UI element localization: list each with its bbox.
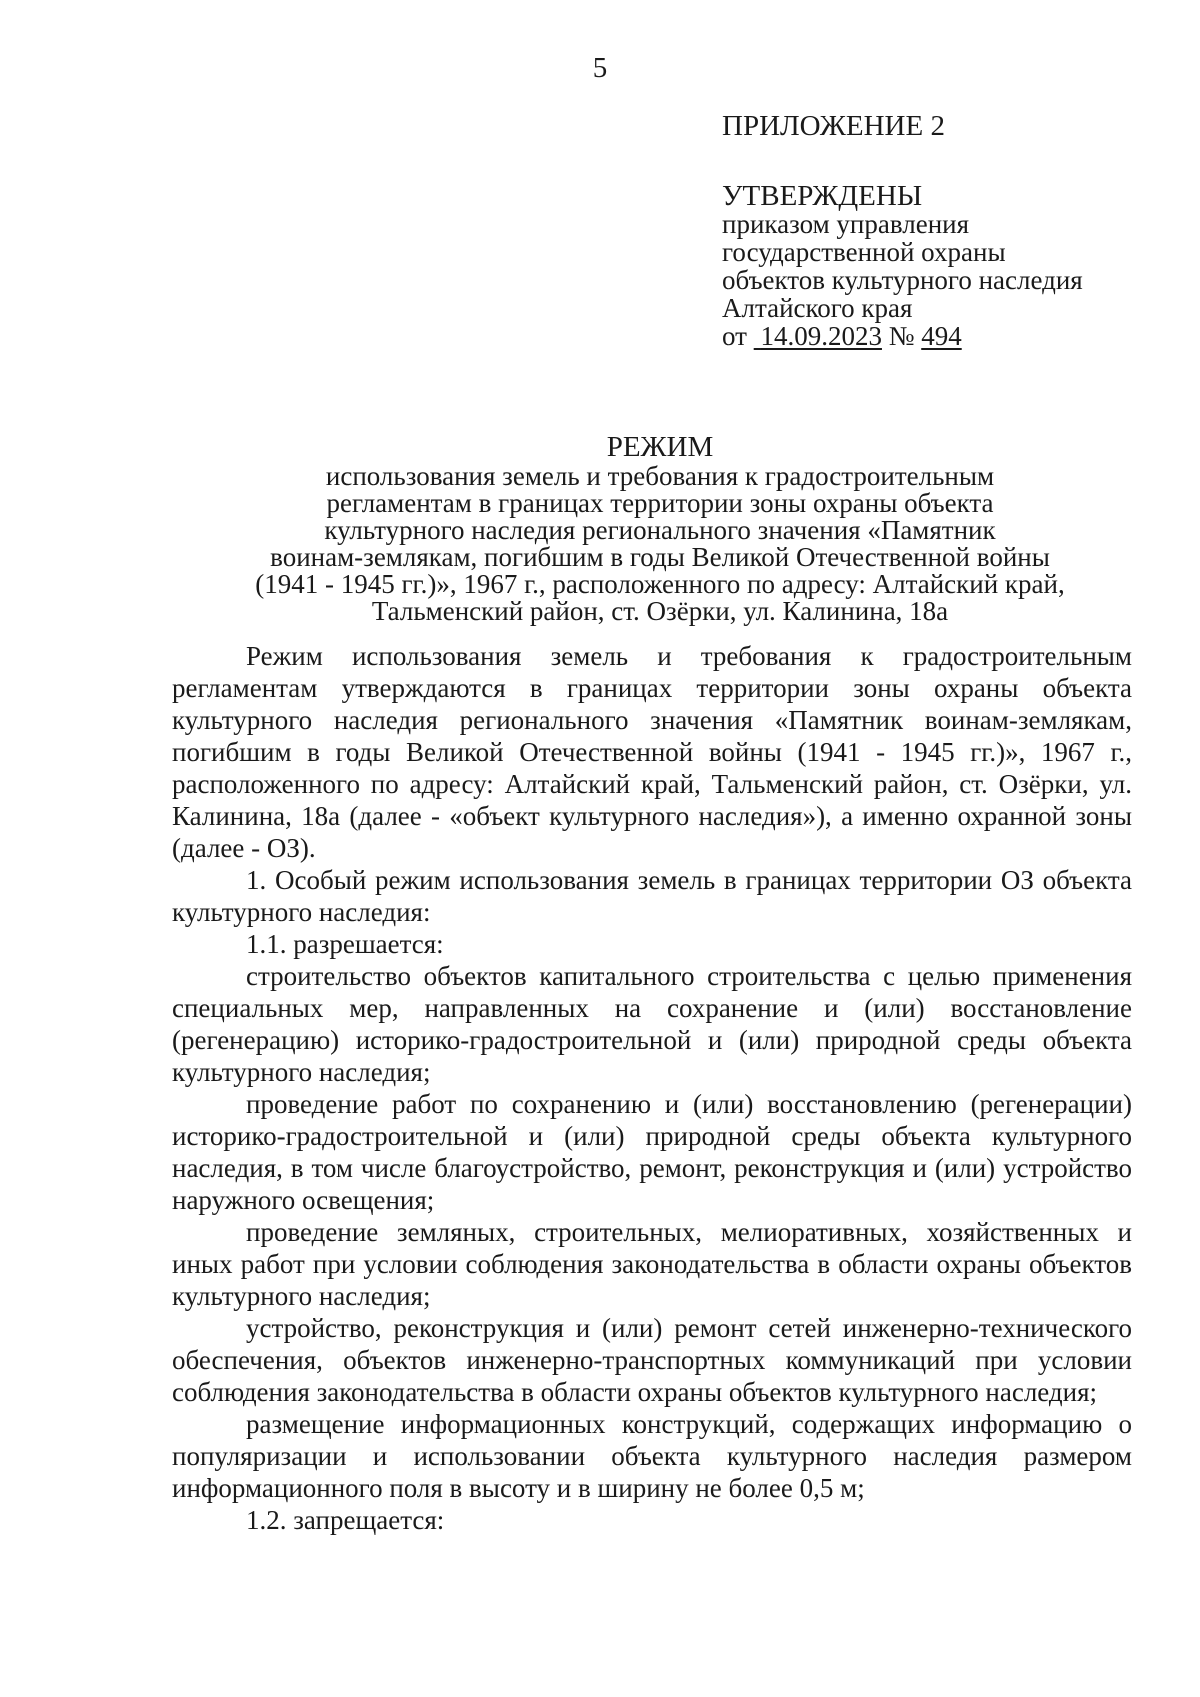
paragraph: Режим использования земель и требования к градостроительным регламентам утверждаются в границах территории зоны охраны объекта культурного наследия регионального значения «Памятник воинам-землякам, погибшим в годы Великой Отечественной войны (1941 - 1945 гг.)», 1967 г., расположенного по адресу: Алтайский край, Тальменский район, ст. Озёрки, ул. Калинина, 18а (далее - «объект культурного наследия»), а именно охранной зоны (далее - ОЗ).: [172, 641, 1132, 863]
title-line: (1941 - 1945 гг.)», 1967 г., расположенного по адресу: Алтайский край,: [255, 569, 1065, 599]
paragraph: устройство, реконструкция и (или) ремонт сетей инженерно-технического обеспечения, объектов инженерно-транспортных коммуникаций при условии соблюдения законодательства в области охраны объектов культурного наследия;: [172, 1313, 1132, 1407]
title-line: воинам-землякам, погибшим в годы Великой Отечественной войны: [270, 542, 1050, 572]
paragraph: размещение информационных конструкций, содержащих информацию о популяризации и использовании объекта культурного наследия размером информационного поля в высоту и в ширину не более 0,5 м;: [172, 1409, 1132, 1503]
document-body: [172, 640, 1132, 1536]
paragraph: проведение земляных, строительных, мелиоративных, хозяйственных и иных работ при условии соблюдения законодательства в области охраны объектов культурного наследия;: [172, 1217, 1132, 1311]
document-title-block: [180, 431, 1140, 626]
title-line: культурного наследия регионального значения «Памятник: [324, 515, 996, 545]
document-title: РЕЖИМ: [606, 431, 714, 463]
number-sign: №: [888, 321, 915, 351]
paragraph: 1.1. разрешается:: [246, 929, 444, 959]
title-line: использования земель и требования к градостроительным: [325, 461, 995, 491]
order-date: 14.09.2023: [760, 321, 882, 351]
paragraph: 1.2. запрещается:: [246, 1505, 445, 1535]
approval-line: объектов культурного наследия: [722, 265, 1083, 295]
page-number: 5: [592, 52, 608, 84]
date-prefix: от: [722, 321, 747, 351]
paragraph: 1. Особый режим использования земель в границах территории ОЗ объекта культурного наследия:: [172, 865, 1132, 927]
title-line: Тальменский район, ст. Озёрки, ул. Калинина, 18а: [371, 596, 949, 626]
order-date-line: [722, 322, 1162, 350]
approval-line: приказом управления: [722, 209, 970, 239]
approval-block: [722, 112, 1162, 350]
paragraph: строительство объектов капитального строительства с целью применения специальных мер, направленных на сохранение и (или) восстановление (регенерацию) историко-градостроительной и (или) природной среды объекта культурного наследия;: [172, 961, 1132, 1087]
order-number: 494: [921, 321, 962, 351]
approval-line: государственной охраны: [722, 237, 1006, 267]
approval-line: Алтайского края: [722, 293, 913, 323]
title-line: регламентам в границах территории зоны охраны объекта: [326, 488, 994, 518]
paragraph: проведение работ по сохранению и (или) восстановлению (регенерации) историко-градостроительной и (или) природной среды объекта культурного наследия, в том числе благоустройство, ремонт, реконструкция и (или) устройство наружного освещения;: [172, 1089, 1132, 1215]
approved-label: УТВЕРЖДЕНЫ: [722, 180, 923, 212]
appendix-label: ПРИЛОЖЕНИЕ 2: [722, 110, 945, 142]
